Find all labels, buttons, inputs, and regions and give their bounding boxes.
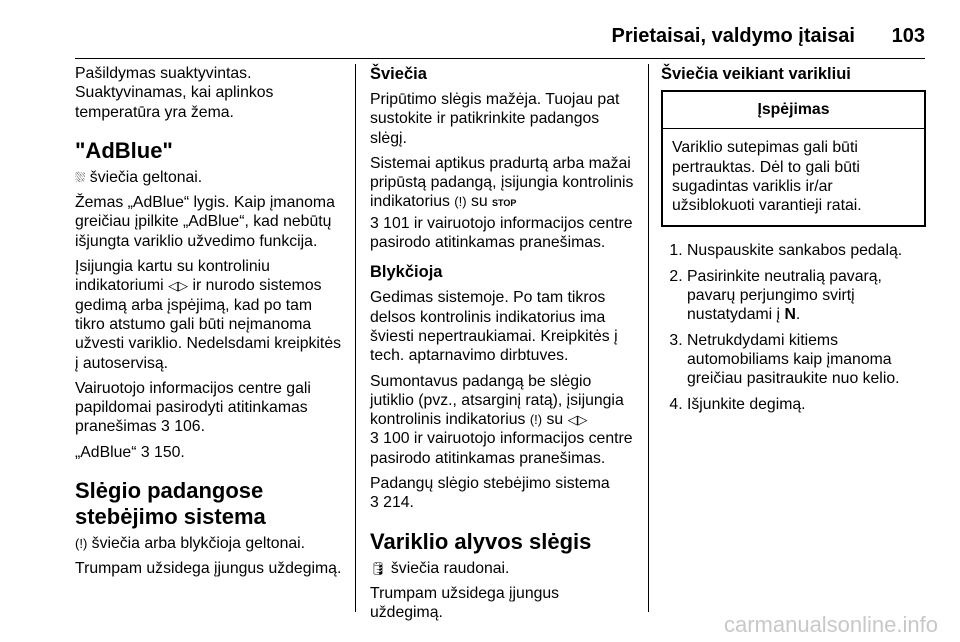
steps-list xyxy=(661,241,926,413)
service-vehicle-icon: ◁▷ xyxy=(168,278,189,294)
column-divider xyxy=(648,64,649,612)
subheading-lit: Šviečia xyxy=(370,65,427,83)
paragraph: Pašildymas suaktyvintas. Suaktyvinamas, kai aplinkos temperatūra yra žema. xyxy=(75,65,274,121)
paragraph: Vairuotojo informacijos centre gali papildomai pasirodyti atitinkamas pranešimas 3 106. xyxy=(75,379,311,436)
watermark: carmanualsonline.info xyxy=(723,612,938,637)
column-3 xyxy=(661,64,926,420)
list-item: 4. Išjunkite degimą. xyxy=(687,395,926,414)
paragraph: Padangų slėgio stebėjimo sistema 3 214. xyxy=(370,475,610,512)
list-item: 3. Netrukdydami kitiems automobiliams kaip įmanoma greičiau pasitraukite nuo kelio. xyxy=(687,331,926,389)
paragraph: Įsijungia kartu su kontroliniu indikatoriumi ◁▷ ir nurodo sistemos gedimą arba įspėjimą, kad po tam tikro atstumo gali būti neįmanoma užvesti variklio. Nedelsdami kreipkitės į autoservisą. xyxy=(75,258,342,372)
tyre-pressure-icon: (!) xyxy=(529,412,543,428)
subheading-engine-running: Šviečia veikiant varikliui xyxy=(661,65,851,83)
tyre-pressure-icon: (!) xyxy=(75,536,88,552)
page-ref-icon: 3 xyxy=(161,418,170,436)
warning-box xyxy=(661,90,926,227)
paragraph: Gedimas sistemoje. Po tam tikros delsos kontrolinis indikatorius ima šviesti nepertraukiamai. Kreipkitės į tech. aptarnavimo dirbtuves. xyxy=(370,289,618,365)
stop-icon: STOP xyxy=(492,198,517,209)
page-ref-icon: 3 xyxy=(370,494,379,512)
subheading-flashing: Blykčioja xyxy=(370,263,443,282)
list-item: 1. Nuspauskite sankabos pedalą. xyxy=(687,241,926,260)
paragraph: Žemas „AdBlue“ lygis. Kaip įmanoma greičiau įpilkite „AdBlue“, kad nebūtų išjungta variklio užvedimo funkcija. xyxy=(75,194,335,250)
paragraph: ⛆ šviečia geltonai. xyxy=(75,168,203,186)
page-ref-icon: 3 xyxy=(370,214,379,232)
page-number: 103 xyxy=(891,25,925,47)
paragraph: Sistemai aptikus pradurtą arba mažai pripūstą padangą, įsijungia kontrolinis indikatorius (!) su STOP 3 101 ir vairuotojo informacijos centre pasirodo atitinkamas pranešimas. xyxy=(370,154,634,252)
paragraph: Sumontavus padangą be slėgio jutiklio (pvz., atsarginį ratą), įsijungia kontrolinis indikatorius (!) su ◁▷ 3 100 ir vairuotojo informacijos centre pasirodo atitinkamas pranešimas. xyxy=(370,372,633,467)
paragraph: (!) šviečia arba blykčioja geltonai. xyxy=(75,535,306,553)
section-heading-tpms: Slėgio padangose stebėjimo sistema xyxy=(75,478,266,530)
section-heading-oil-pressure: Variklio alyvos slėgis xyxy=(370,528,592,554)
paragraph: 🛢 šviečia raudonai. xyxy=(370,559,510,577)
tyre-pressure-icon: (!) xyxy=(454,194,467,210)
service-vehicle-icon: ◁▷ xyxy=(567,412,588,428)
list-item: 2. Pasirinkite neutralią pavarą, pavarų perjungimo svirtį nustatydami į N. xyxy=(687,267,926,325)
adblue-icon: ⛆ xyxy=(75,169,86,185)
running-title: Prietaisai, valdymo įtaisai xyxy=(611,25,855,47)
paragraph: Trumpam užsidega įjungus uždegimą. xyxy=(370,584,560,622)
page-ref-icon: 3 xyxy=(140,443,150,461)
column-2 xyxy=(370,64,636,629)
section-heading-adblue: "AdBlue" xyxy=(75,137,173,163)
column-divider xyxy=(355,64,356,612)
paragraph: „AdBlue“ 3 150. xyxy=(75,443,185,461)
column-1 xyxy=(75,64,343,585)
header-rule xyxy=(75,58,925,59)
paragraph: Trumpam užsidega įjungus uždegimą. xyxy=(75,560,342,578)
warning-title: Įspėjimas xyxy=(663,92,924,129)
warning-body: Variklio sutepimas gali būti pertrauktas. Dėl to gali būti sugadintas variklis ir/ar užsiblokuoti varantieji ratai. xyxy=(672,139,862,215)
oil-can-icon: 🛢 xyxy=(370,560,387,576)
paragraph: Pripūtimo slėgis mažėja. Tuojau pat sustokite ir patikrinkite padangos slėgį. xyxy=(370,91,620,147)
page-ref-icon: 3 xyxy=(370,430,379,448)
page-header xyxy=(0,25,960,55)
